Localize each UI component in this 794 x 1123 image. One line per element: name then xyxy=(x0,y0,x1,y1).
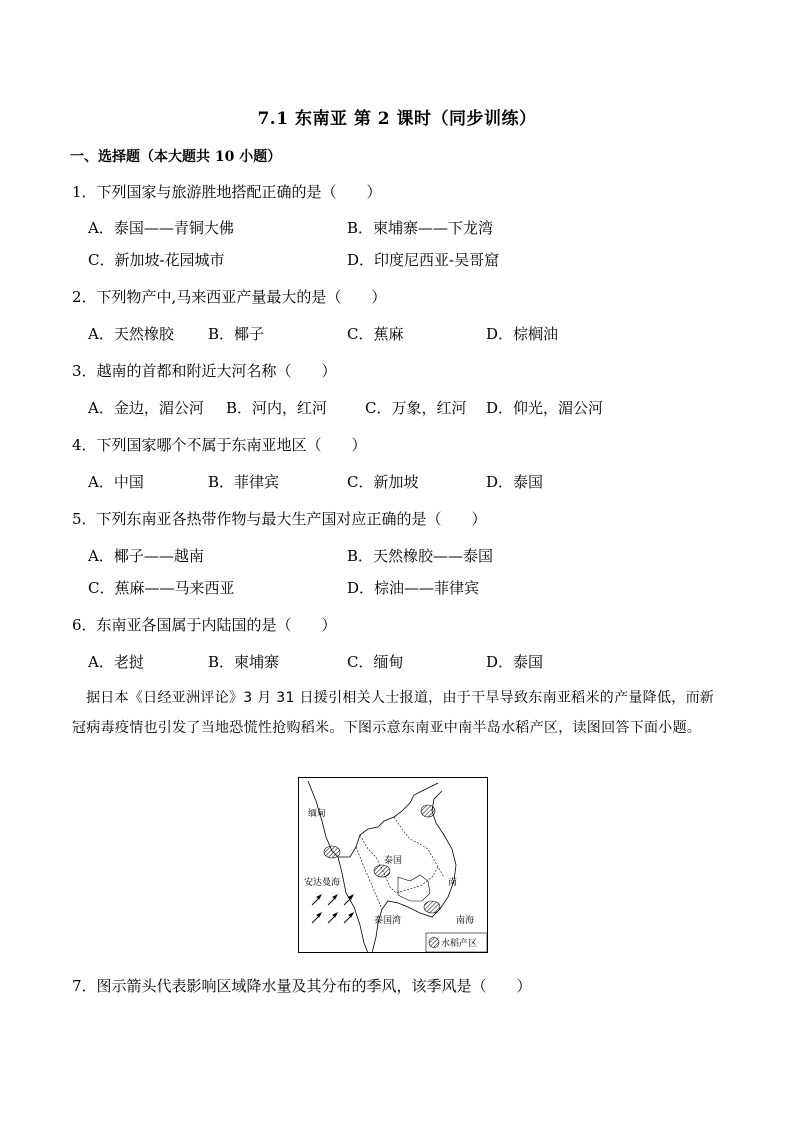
option-b: B．菲律宾 xyxy=(208,473,280,491)
option-d: D．印度尼西亚-吴哥窟 xyxy=(347,251,500,269)
question-1-stem: 1．下列国家与旅游胜地搭配正确的是（ ） xyxy=(72,183,382,201)
question-4-stem: 4．下列国家哪个不属于东南亚地区（ ） xyxy=(72,436,367,454)
map-label-nan: 南 xyxy=(448,878,458,888)
option-d: D．棕榈油 xyxy=(486,325,559,343)
option-a: A．泰国——青铜大佛 xyxy=(88,219,234,237)
option-a: A．天然橡胶 xyxy=(88,325,174,343)
option-d: D．仰光，湄公河 xyxy=(486,399,604,417)
question-4-options xyxy=(88,471,728,493)
question-7-stem: 7．图示箭头代表影响区域降水量及其分布的季风，该季风是（ ） xyxy=(72,977,532,995)
legend-label: 水稻产区 xyxy=(441,939,478,949)
map-label-south-sea: 南海 xyxy=(456,916,475,926)
option-c: C．蕉麻 xyxy=(347,325,404,343)
option-d: D．泰国 xyxy=(486,473,544,491)
map-label-myanmar: 缅甸 xyxy=(308,809,327,819)
question-5-stem: 5．下列东南亚各热带作物与最大生产国对应正确的是（ ） xyxy=(72,510,487,528)
map-label-thailand: 泰国 xyxy=(384,856,403,866)
map-label-andaman-sea: 安达曼海 xyxy=(304,878,341,888)
option-d: D．泰国 xyxy=(486,653,544,671)
option-c: C．新加坡 xyxy=(347,473,419,491)
question-6-stem: 6．东南亚各国属于内陆国的是（ ） xyxy=(72,616,337,634)
option-c: C．蕉麻——马来西亚 xyxy=(88,579,235,597)
question-5-options-row-1 xyxy=(88,545,728,567)
question-1-options-row-1 xyxy=(88,217,728,239)
question-1-options-row-2 xyxy=(88,249,728,271)
question-5-options-row-2 xyxy=(88,577,728,599)
option-b: B．柬埔寨 xyxy=(208,653,280,671)
option-b: B．椰子 xyxy=(208,325,265,343)
option-b: B．柬埔寨——下龙湾 xyxy=(347,219,494,237)
option-a: A．椰子——越南 xyxy=(88,547,204,565)
option-a: A．中国 xyxy=(88,473,144,491)
section-heading: 一、选择题（本大题共 10 小题） xyxy=(70,149,282,165)
map-label-gulf-of-thailand: 泰国湾 xyxy=(374,916,402,926)
option-c: C．万象，红河 xyxy=(365,399,467,417)
option-b: B．天然橡胶——泰国 xyxy=(347,547,494,565)
option-d: D．棕油——菲律宾 xyxy=(347,579,480,597)
rice-region-map xyxy=(298,777,488,953)
legend-hatch-icon xyxy=(429,938,439,948)
option-c: C．缅甸 xyxy=(347,653,404,671)
page-title: 7.1 东南亚 第 2 课时（同步训练） xyxy=(257,109,537,129)
option-b: B．河内，红河 xyxy=(226,399,328,417)
question-6-options xyxy=(88,651,728,673)
reading-passage: 据日本《日经亚洲评论》3 月 31 日援引相关人士报道，由于干旱导致东南亚稻米的产量降低，而新冠病毒疫情也引发了当地恐慌性抢购稻米。下图示意东南亚中南半岛水稻产区，读图回答下面小题。 xyxy=(72,690,715,736)
option-c: C．新加坡-花园城市 xyxy=(88,251,225,269)
option-a: A．金边，湄公河 xyxy=(88,399,204,417)
question-3-stem: 3．越南的首都和附近大河名称（ ） xyxy=(72,362,337,380)
option-a: A．老挝 xyxy=(88,653,144,671)
question-3-options xyxy=(88,397,728,419)
question-2-stem: 2．下列物产中,马来西亚产量最大的是（ ） xyxy=(72,288,387,306)
question-2-options xyxy=(88,323,728,345)
